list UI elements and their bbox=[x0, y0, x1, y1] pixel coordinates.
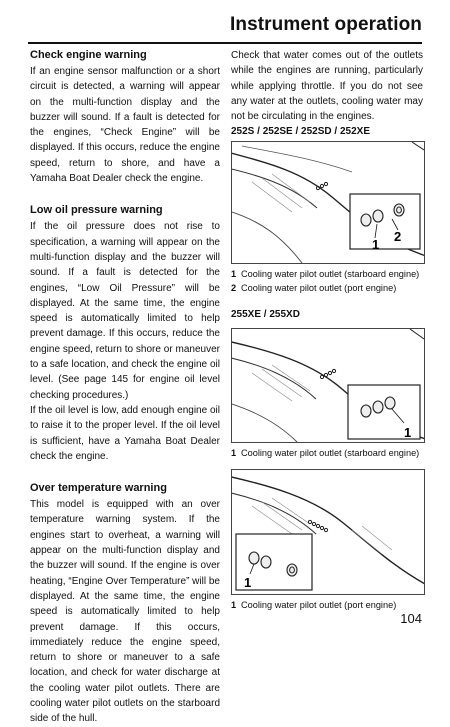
callout-number: 2 bbox=[231, 282, 237, 293]
callout-number: 1 bbox=[231, 269, 237, 280]
intro-paragraph: Check that water comes out of the outlets while the engines are running, particularly while applying throttle. If you do not see any water at the outlets, cooling water may not be circulating in the engines. bbox=[231, 50, 423, 123]
callout-list-b bbox=[231, 447, 423, 461]
section-body-check-engine: If an engine sensor malfunction or a short circuit is detected, a warning will appear on the multi-function display and the buzzer will sound. If a fault is detected for the engines, “Check Engine” will be displayed. If this occurs, reduce the engine speed, return to shore, and have a Yamaha Boat Dealer check the engine. bbox=[30, 66, 220, 185]
callout-text: Cooling water pilot outlet (starboard engine) bbox=[241, 269, 420, 280]
section-title-over-temp: Over temperature warning bbox=[30, 482, 167, 495]
section-title-low-oil: Low oil pressure warning bbox=[30, 204, 163, 217]
callout-item bbox=[231, 282, 423, 296]
figure-b-label-1: 1 bbox=[404, 425, 412, 441]
section-body-low-oil-2: If the oil level is low, add enough engine oil to raise it to the proper level. If the oil level is sufficient, have a Yamaha Boat Dealer check the engine. bbox=[30, 404, 220, 462]
figure-a-label-1: 1 bbox=[372, 237, 380, 253]
model-heading-b: 255XE / 255XD bbox=[231, 309, 300, 321]
callout-item bbox=[231, 599, 423, 613]
left-column bbox=[30, 48, 220, 727]
callout-text: Cooling water pilot outlet (starboard engine) bbox=[241, 448, 420, 459]
figure-hull-twin-outlets bbox=[231, 141, 425, 264]
page-title: Instrument operation bbox=[229, 14, 422, 35]
page-number: 104 bbox=[400, 611, 422, 626]
callout-text: Cooling water pilot outlet (port engine) bbox=[241, 599, 397, 610]
figure-hull-starboard-outlet bbox=[231, 328, 425, 443]
callout-item bbox=[231, 447, 423, 461]
figure-a-label-2: 2 bbox=[394, 229, 402, 245]
figure-c-label-1: 1 bbox=[244, 574, 252, 590]
hull-illustration bbox=[232, 142, 424, 263]
callout-text: Cooling water pilot outlet (port engine) bbox=[241, 282, 397, 293]
callout-list-a bbox=[231, 268, 423, 295]
model-heading-a: 252S / 252SE / 252SD / 252XE bbox=[231, 126, 370, 138]
right-column bbox=[231, 48, 423, 612]
section-title-check-engine: Check engine warning bbox=[30, 49, 147, 61]
hull-illustration bbox=[232, 470, 424, 594]
callout-item bbox=[231, 268, 423, 282]
section-body-low-oil: If the oil pressure does not rise to specification, a warning will appear on the multi-function display and the buzzer will sound. If a fault is detected for the engines, “Low Oil Pressure” will be displayed. At the same time, the engine speed is automatically limited to help prevent damage. If this occurs, reduce the engine speed, return to shore or maneuver to a safe location, and check the engine oil level. (See page 145 for engine oil level checking procedures.) bbox=[30, 221, 220, 401]
figure-hull-port-outlet bbox=[231, 469, 425, 595]
callout-number: 1 bbox=[231, 599, 237, 610]
callout-list-c bbox=[231, 599, 423, 613]
hull-illustration bbox=[232, 329, 424, 442]
header-rule bbox=[28, 42, 422, 44]
callout-number: 1 bbox=[231, 448, 237, 459]
section-body-over-temp: This model is equipped with an over temperature warning system. If the engines start to overheat, a warning will appear on the multi-function display and the buzzer will sound. If the engine is over heating, “Engine Over Temperature” will be displayed. At the same time, the engine speed is automatically limited to help prevent damage. If this occurs, immediately reduce the engine speed, return to shore or maneuver to a safe location, and check for water discharge at the cooling water pilot outlets. There are cooling water pilot outlets on the starboard side of the hull. bbox=[30, 499, 220, 725]
